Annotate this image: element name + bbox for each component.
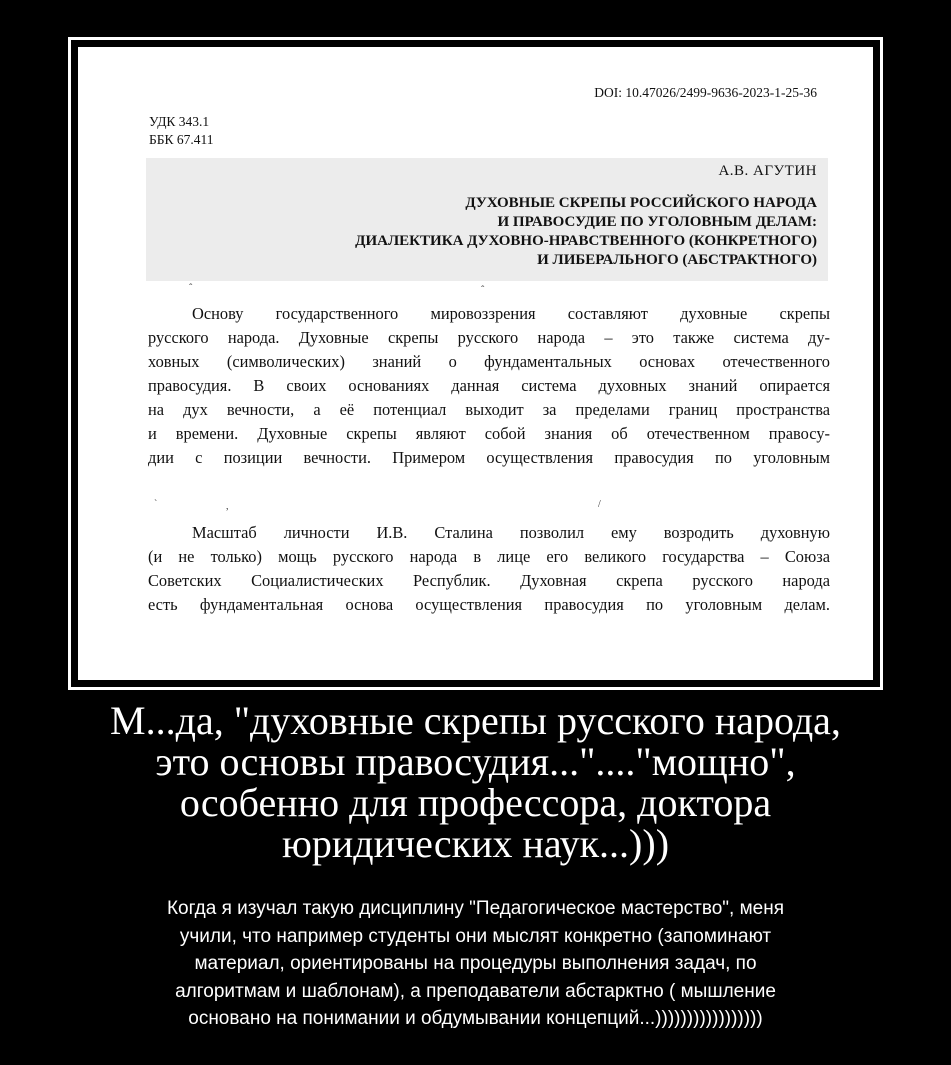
paragraph-line: дии с позиции вечности. Примером осуществления правосудия по уголовным — [148, 448, 830, 467]
article-title-line: ДИАЛЕКТИКА ДУХОВНО-НРАВСТВЕННОГО (КОНКРЕТНОГО) — [355, 233, 817, 249]
article-title-line: И ПРАВОСУДИЕ ПО УГОЛОВНЫМ ДЕЛАМ: — [497, 214, 817, 230]
author-name: А.В. АГУТИН — [718, 163, 817, 179]
paragraph-line: Масштаб личности И.В. Сталина позволил ему возродить духовную — [192, 523, 830, 542]
bbk-code: ББК 67.411 — [149, 132, 214, 147]
caption-line: М...да, "духовные скрепы русского народа, — [110, 698, 841, 743]
paragraph-line: Основу государственного мировоззрения составляют духовные скрепы — [192, 304, 830, 323]
scan-mark: ˆ — [189, 283, 193, 294]
subcaption-line: алгоритмам и шаблонам), а преподаватели абстарктно ( мышление — [175, 980, 776, 1002]
paragraph-1 — [148, 302, 830, 470]
paragraph-line: русского народа. Духовные скрепы русского народа – это также система ду- — [148, 328, 830, 347]
paragraph-line: есть фундаментальная основа осуществления правосудия по уголовным делам. — [148, 595, 830, 614]
scan-mark: ˆ — [481, 285, 485, 296]
subcaption-line: Когда я изучал такую дисциплину "Педагогическое мастерство", меня — [166, 898, 785, 919]
paragraph-line: правосудия. В своих основаниях данная система духовных знаний опирается — [148, 376, 830, 395]
subcaption-line: материал, ориентированы на процедуры выполнения задач, по — [194, 953, 757, 974]
article-title-line: ДУХОВНЫЕ СКРЕПЫ РОССИЙСКОГО НАРОДА — [465, 195, 817, 211]
poster-subcaption — [0, 895, 951, 1033]
article-title — [355, 194, 817, 270]
caption-line: юридических наук...))) — [281, 821, 670, 866]
subcaption-line: учили, что например студенты они мыслят конкретно (запоминают — [179, 925, 772, 947]
paragraph-line: на дух вечности, а её потенциал выходит за пределами границ пространства — [148, 400, 830, 419]
udk-code: УДК 343.1 — [149, 114, 210, 129]
poster-caption — [0, 700, 951, 864]
scan-mark: / — [598, 499, 601, 510]
caption-line: это основы правосудия..."...."мощно", — [155, 739, 796, 784]
paragraph-line: и времени. Духовные скрепы являют собой знания об отечественном правосу- — [148, 424, 830, 443]
scan-mark: ` — [154, 499, 158, 510]
article-title-line: И ЛИБЕРАЛЬНОГО (АБСТРАКТНОГО) — [537, 252, 817, 268]
paragraph-2 — [148, 521, 830, 617]
paragraph-line: Советских Социалистических Республик. Духовная скрепа русского народа — [148, 571, 830, 590]
doi-text: DOI: 10.47026/2499-9636-2023-1-25-36 — [594, 85, 817, 100]
classification-codes — [149, 113, 214, 149]
caption-line: особенно для профессора, доктора — [179, 780, 772, 825]
paragraph-line: ховных (символических) знаний о фундаментальных основах отечественного — [148, 352, 830, 371]
document-scan — [78, 47, 873, 680]
scan-mark: , — [226, 501, 229, 512]
subcaption-line: основано на понимании и обдумывании концепций...))))))))))))))))) — [188, 1008, 763, 1029]
poster-frame — [68, 37, 883, 690]
paragraph-line: (и не только) мощь русского народа в лице его великого государства – Союза — [148, 547, 830, 566]
